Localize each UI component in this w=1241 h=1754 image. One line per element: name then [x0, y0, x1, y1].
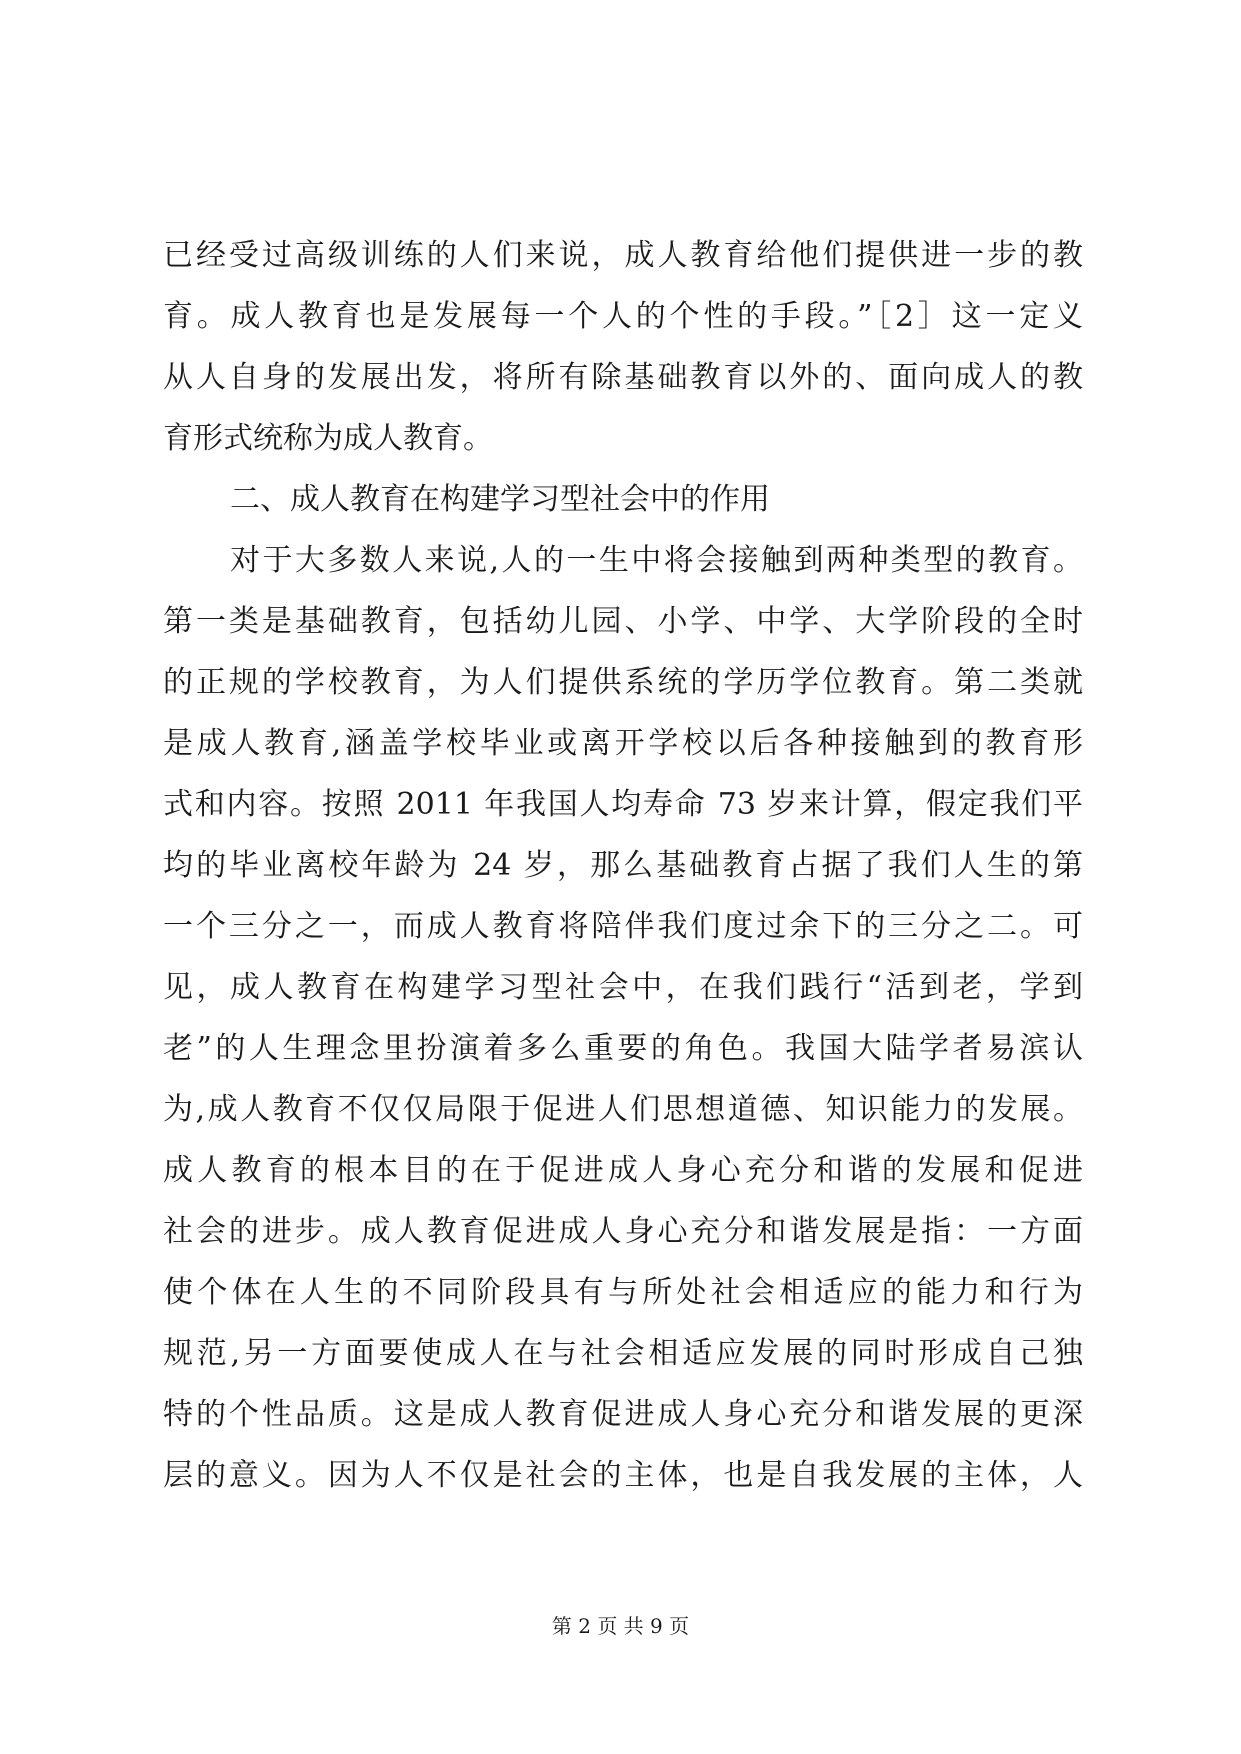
text-line: 层的意义。因为人不仅是社会的主体，也是自我发展的主体，人 — [163, 1458, 1083, 1493]
text-line: 第一类是基础教育，包括幼儿园、小学、中学、大学阶段的全时 — [163, 604, 1083, 639]
text-line: 对于大多数人来说,人的一生中将会接触到两种类型的教育。 — [230, 543, 1083, 578]
text-line: 育。成人教育也是发展每一个人的个性的手段。”［2］这一定义 — [163, 299, 1083, 334]
text-line: 从人自身的发展出发，将所有除基础教育以外的、面向成人的教 — [163, 360, 1083, 395]
text-line: 老”的人生理念里扮演着多么重要的角色。我国大陆学者易滨认 — [163, 1031, 1083, 1066]
text-line: 的正规的学校教育，为人们提供系统的学历学位教育。第二类就 — [163, 665, 1083, 700]
text-line: 育形式统称为成人教育。 — [163, 421, 493, 456]
section-heading: 二、成人教育在构建学习型社会中的作用 — [230, 482, 770, 517]
text-line: 已经受过高级训练的人们来说，成人教育给他们提供进一步的教 — [163, 238, 1083, 273]
text-line: 为,成人教育不仅仅局限于促进人们思想道德、知识能力的发展。 — [163, 1092, 1083, 1127]
text-line: 均的毕业离校年龄为 24 岁，那么基础教育占据了我们人生的第 — [163, 848, 1083, 883]
text-line: 是成人教育,涵盖学校毕业或离开学校以后各种接触到的教育形 — [163, 726, 1083, 761]
page-footer: 第 2 页 共 9 页 — [551, 1614, 690, 1638]
text-line: 式和内容。按照 2011 年我国人均寿命 73 岁来计算，假定我们平 — [163, 787, 1083, 822]
text-line: 社会的进步。成人教育促进成人身心充分和谐发展是指：一方面 — [163, 1214, 1083, 1249]
text-line: 使个体在人生的不同阶段具有与所处社会相适应的能力和行为 — [163, 1275, 1083, 1310]
text-line: 成人教育的根本目的在于促进成人身心充分和谐的发展和促进 — [163, 1153, 1083, 1188]
text-line: 见，成人教育在构建学习型社会中，在我们践行“活到老，学到 — [163, 970, 1083, 1005]
text-line: 一个三分之一，而成人教育将陪伴我们度过余下的三分之二。可 — [163, 909, 1083, 944]
text-line: 特的个性品质。这是成人教育促进成人身心充分和谐发展的更深 — [163, 1397, 1083, 1432]
body-text — [163, 225, 1083, 1506]
text-line: 规范,另一方面要使成人在与社会相适应发展的同时形成自己独 — [163, 1336, 1083, 1371]
